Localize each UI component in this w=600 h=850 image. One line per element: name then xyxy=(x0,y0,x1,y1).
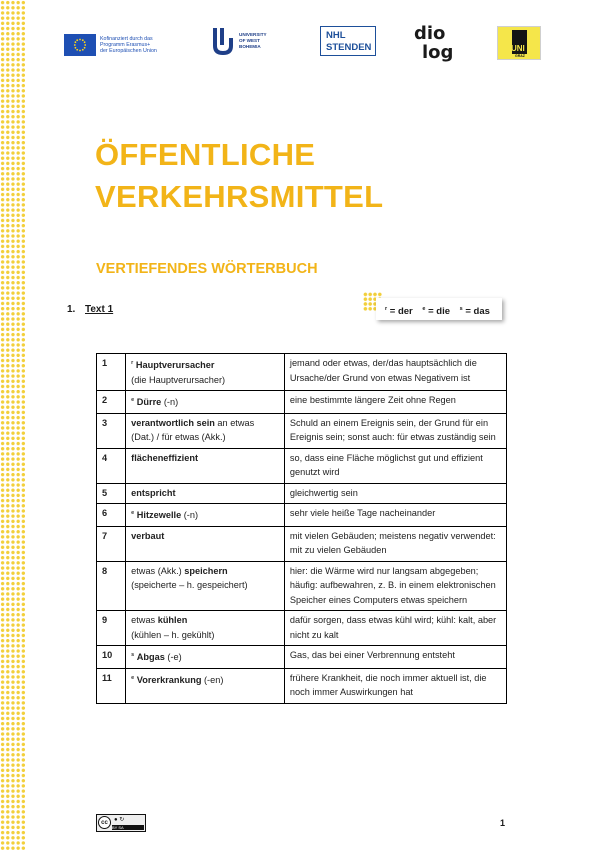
table-row xyxy=(97,646,507,669)
erasmus-text xyxy=(100,36,172,54)
definition-cell: sehr viele heiße Tage nacheinander xyxy=(284,504,506,527)
table-row xyxy=(97,561,507,611)
cc-license-terms: BY SA xyxy=(112,825,144,830)
definition-cell: Schuld an einem Ereignis sein, der Grund für ein Ereignis sein; sonst auch: für etwas zuständig sein xyxy=(284,413,506,448)
page-title-line-1: ÖFFENTLICHE xyxy=(95,137,316,172)
erasmus-line-1: Kofinanziert durch das xyxy=(100,36,153,42)
table-row xyxy=(97,483,507,504)
gender-legend xyxy=(363,292,503,324)
definition-cell: mit vielen Gebäuden; meistens negativ verwendet: mit zu vielen Gebäuden xyxy=(284,526,506,561)
definition-cell: dafür sorgen, dass etwas kühl wird; kühl: kalt, aber nicht zu kalt xyxy=(284,611,506,646)
uwb-line-1: UNIVERSITY xyxy=(239,32,267,37)
uwb-line-3: BOHEMIA xyxy=(239,44,261,49)
definition-cell: so, dass eine Fläche möglichst gut und effizient genutzt wird xyxy=(284,448,506,483)
diolog-logo xyxy=(414,24,453,62)
definition-cell: eine bestimmte längere Zeit ohne Regen xyxy=(284,391,506,414)
creative-commons-icon xyxy=(96,814,146,832)
term-cell: $^e$ Vorerkrankung (-en) xyxy=(126,668,285,703)
page-title xyxy=(95,134,383,218)
diolog-line-1: dio xyxy=(414,23,446,44)
row-number: 9 xyxy=(97,611,126,646)
nhl-line-1: NHL xyxy=(326,30,346,41)
uni-graz-logo xyxy=(497,26,541,60)
term-cell: $^r$ Hauptverursacher (die Hauptverursacher) xyxy=(126,354,285,391)
erasmus-line-2: Programm Erasmus+ xyxy=(100,42,151,48)
row-number: 6 xyxy=(97,504,126,527)
term-cell: entspricht xyxy=(126,483,285,504)
row-number: 11 xyxy=(97,668,126,703)
table-row xyxy=(97,413,507,448)
term-cell: flächeneffizient xyxy=(126,448,285,483)
erasmus-line-3: der Europäischen Union xyxy=(100,48,157,54)
section-heading xyxy=(67,304,113,315)
term-cell: $^e$ Hitzewelle (-n) xyxy=(126,504,285,527)
row-number: 3 xyxy=(97,413,126,448)
table-row xyxy=(97,526,507,561)
eu-flag-icon xyxy=(64,34,96,56)
section-text: Text 1 xyxy=(85,304,114,315)
row-number: 8 xyxy=(97,561,126,611)
diolog-line-2: log xyxy=(422,42,454,63)
cc-attribution-icons: ● ↻ xyxy=(114,817,125,823)
legend-item-die: $^e$ = die xyxy=(422,306,451,318)
term-cell: etwas (Akk.) speichern (speicherte – h. gespeichert) xyxy=(126,561,285,611)
erasmus-logo xyxy=(64,34,172,56)
row-number: 10 xyxy=(97,646,126,669)
term-cell: etwas kühlen (kühlen – h. gekühlt) xyxy=(126,611,285,646)
decorative-dot-strip xyxy=(0,0,26,850)
row-number: 1 xyxy=(97,354,126,391)
definition-cell: frühere Krankheit, die noch immer aktuell ist, die noch immer Auswirkungen hat xyxy=(284,668,506,703)
page-subtitle: VERTIEFENDES WÖRTERBUCH xyxy=(96,261,318,277)
table-row xyxy=(97,611,507,646)
uwb-line-2: OF WEST xyxy=(239,38,260,43)
definition-cell: Gas, das bei einer Verbrennung entsteht xyxy=(284,646,506,669)
uwb-logo xyxy=(212,26,267,56)
definition-cell: hier: die Wärme wird nur langsam abgegeben; häufig: aufbewahren, z. B. in einem elektronischen Speicher eines Computers etwas speichern xyxy=(284,561,506,611)
row-number: 5 xyxy=(97,483,126,504)
legend-item-das: $^s$ = das xyxy=(459,306,490,318)
term-cell: $^s$ Abgas (-e) xyxy=(126,646,285,669)
section-number: 1. xyxy=(67,304,76,315)
nhl-line-2: STENDEN xyxy=(326,42,372,53)
table-row xyxy=(97,354,507,391)
nhl-stenden-logo xyxy=(320,26,376,56)
page-title-line-2: VERKEHRSMITTEL xyxy=(95,179,384,214)
partner-logos xyxy=(62,24,542,64)
table-row xyxy=(97,504,507,527)
table-row xyxy=(97,391,507,414)
legend-item-der: $^r$ = der xyxy=(385,306,413,318)
row-number: 2 xyxy=(97,391,126,414)
term-cell: verbaut xyxy=(126,526,285,561)
vocabulary-table xyxy=(96,353,507,704)
table-row xyxy=(97,448,507,483)
page-number: 1 xyxy=(500,818,506,828)
cc-circle: cc xyxy=(98,816,111,829)
legend-box xyxy=(376,298,502,320)
term-cell: verantwortlich sein an etwas (Dat.) / für etwas (Akk.) xyxy=(126,413,285,448)
term-cell: $^e$ Dürre (-n) xyxy=(126,391,285,414)
definition-cell: gleichwertig sein xyxy=(284,483,506,504)
uwb-mark-icon xyxy=(212,26,234,56)
row-number: 4 xyxy=(97,448,126,483)
uni-graz-city: GRAZ xyxy=(515,54,525,58)
row-number: 7 xyxy=(97,526,126,561)
table-row xyxy=(97,668,507,703)
uni-graz-word: UNI xyxy=(511,44,525,53)
definition-cell: jemand oder etwas, der/das hauptsächlich die Ursache/der Grund von etwas Negativem ist xyxy=(284,354,506,391)
uwb-text xyxy=(239,32,267,50)
